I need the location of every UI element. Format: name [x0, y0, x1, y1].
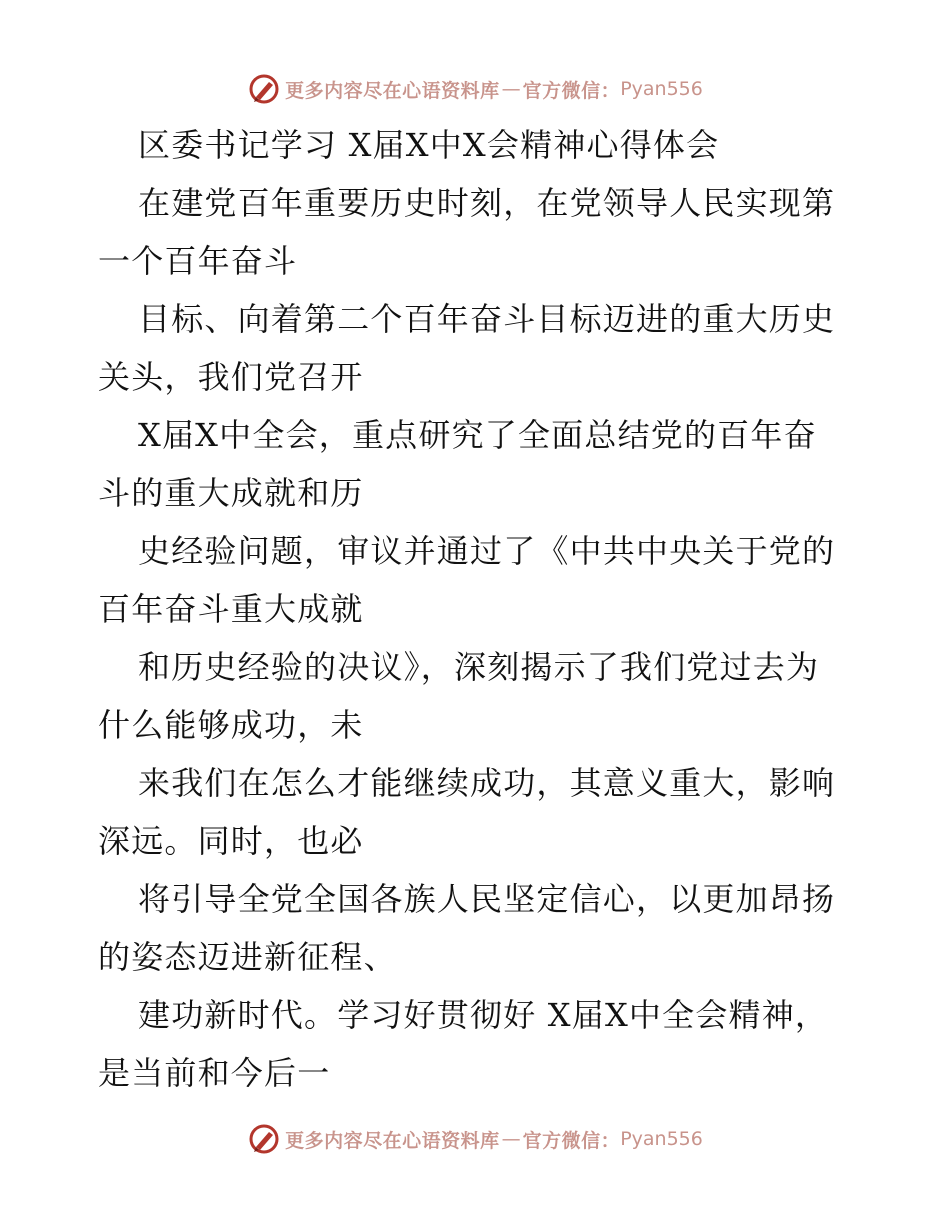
- text-line: 来我们在怎么才能继续成功，其意义重大，影响: [138, 764, 836, 802]
- watermark-separator: —: [501, 78, 521, 100]
- text-line: X届X中全会，重点研究了全面总结党的百年奋: [138, 416, 817, 454]
- text-line: 是当前和今后一: [98, 1054, 331, 1092]
- text-line: 目标、向着第二个百年奋斗目标迈进的重大历史: [138, 300, 836, 338]
- text-line: 深远。同时，也必: [98, 822, 364, 860]
- watermark-separator: —: [501, 1128, 521, 1150]
- text-line: 一个百年奋斗: [98, 242, 298, 280]
- watermark-text: 更多内容尽在心语资料库: [285, 1129, 500, 1152]
- watermark-wechat-id: Pyan556: [620, 78, 703, 100]
- text-line: 什么能够成功，未: [98, 706, 364, 744]
- text-line: 的姿态迈进新征程、: [98, 938, 397, 976]
- watermark-wechat-id: Pyan556: [620, 1128, 703, 1150]
- text-line: 和历史经验的决议》，深刻揭示了我们党过去为: [138, 648, 820, 686]
- document-title-line: 区委书记学习 X届X中X会精神心得体会: [138, 126, 720, 164]
- footer-watermark: [0, 1122, 950, 1156]
- pen-logo-icon: [247, 72, 281, 106]
- text-line: 在建党百年重要历史时刻，在党领导人民实现第: [138, 184, 836, 222]
- document-body: [98, 116, 858, 1102]
- header-watermark: [0, 72, 950, 106]
- text-line: 建功新时代。学习好贯彻好 X届X中全会精神，: [138, 996, 829, 1034]
- watermark-wechat-label: 官方微信：: [522, 79, 621, 102]
- text-line: 关头，我们党召开: [98, 358, 364, 396]
- text-line: 将引导全党全国各族人民坚定信心，以更加昂扬: [138, 880, 836, 918]
- text-line: 百年奋斗重大成就: [98, 590, 364, 628]
- pen-logo-icon: [247, 1122, 281, 1156]
- watermark-wechat-label: 官方微信：: [522, 1129, 621, 1152]
- text-line: 史经验问题，审议并通过了《中共中央关于党的: [138, 532, 836, 570]
- text-line: 斗的重大成就和历: [98, 474, 364, 512]
- watermark-text: 更多内容尽在心语资料库: [285, 79, 500, 102]
